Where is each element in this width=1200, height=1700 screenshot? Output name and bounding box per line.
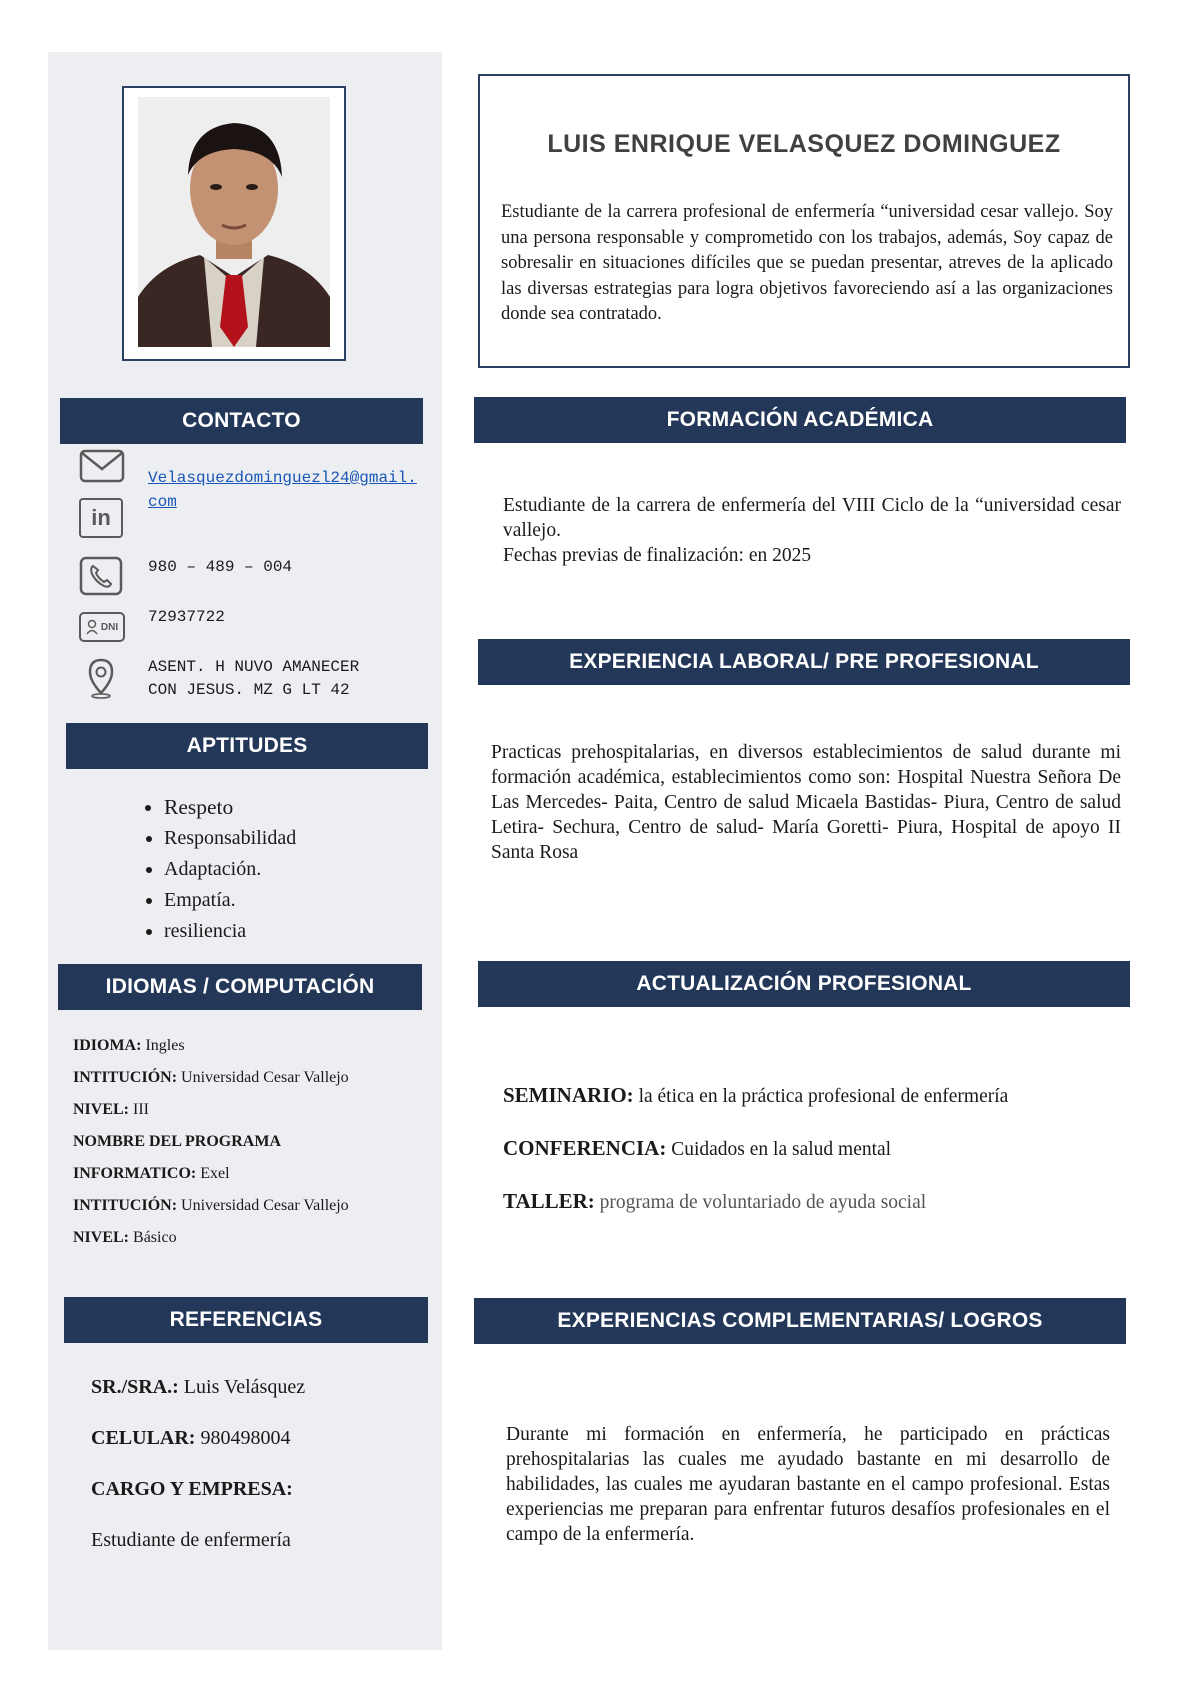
idiomas-label: INFORMATICO: [73, 1165, 197, 1182]
ref-cel-label: CELULAR: [91, 1427, 196, 1449]
idiomas-value: III [129, 1101, 149, 1118]
linkedin-icon[interactable]: in [79, 498, 123, 538]
profile-photo [138, 97, 330, 347]
idiomas-row [73, 1094, 349, 1126]
aptitudes-list [112, 792, 296, 947]
candidate-name: LUIS ENRIQUE VELASQUEZ DOMINGUEZ [547, 130, 1061, 158]
idiomas-row [73, 1030, 349, 1062]
idiomas-row [73, 1222, 349, 1254]
actualizacion-header: ACTUALIZACIÓN PROFESIONAL [478, 961, 1130, 1007]
ref-name-value: Luis Velásquez [178, 1376, 306, 1398]
profile-summary: Estudiante de la carrera profesional de enfermería “universidad cesar vallejo. Soy una persona responsable y comprometido con los trabajos, además, Soy capaz de sobresalir en situaciones difíciles que se puedan presentar, atreves de la aplicado las diversas estrategias para logra objetivos favoreciendo así a las organizaciones donde sea contratado. [501, 202, 1113, 325]
idiomas-row [73, 1126, 349, 1158]
seminario-value: la ética en la práctica profesional de enfermería [633, 1086, 1009, 1107]
idiomas-value: Exel [196, 1165, 230, 1182]
aptitude-item: • Adaptación. [164, 854, 296, 885]
dni-icon [79, 612, 125, 642]
idiomas-label: NOMBRE DEL PROGRAMA [73, 1133, 281, 1150]
ref-name-label: SR./SRA.: [91, 1376, 179, 1398]
taller-value: programa de voluntariado de ayuda social [594, 1192, 927, 1213]
referencias-block [91, 1372, 305, 1555]
conferencia-label: CONFERENCIA: [503, 1136, 667, 1160]
taller-label: TALLER: [503, 1189, 595, 1213]
location-pin-icon [84, 656, 118, 700]
address-line-1: ASENT. H NUVO AMANECER [148, 658, 360, 676]
idiomas-label: NIVEL: [73, 1101, 130, 1118]
contact-header: CONTACTO [60, 398, 423, 444]
conferencia-value: Cuidados en la salud mental [666, 1139, 892, 1160]
aptitude-item: • Respeto [164, 792, 296, 823]
aptitude-item: • resiliencia [164, 916, 296, 947]
phone-number: 980 – 489 – 004 [148, 558, 293, 576]
actualizacion-list [503, 1082, 1008, 1216]
idiomas-label: INTITUCIÓN: [73, 1069, 178, 1086]
complementarias-header: EXPERIENCIAS COMPLEMENTARIAS/ LOGROS [474, 1298, 1126, 1344]
formacion-text: Estudiante de la carrera de enfermería del VIII Ciclo de la “universidad cesar vallejo. [503, 495, 1121, 541]
aptitude-item: • Empatía. [164, 885, 296, 916]
experiencia-text: Practicas prehospitalarias, en diversos establecimientos de salud durante mi formación académica, establecimientos como son: Hospital Nuestra Señora De Las Mercedes- Paita, Centro de salud Micaela Bastidas- Piura, Centro de salud Letira- Sechura, Centro de salud- María Goretti- Piura, Hospital de apoyo II Santa Rosa [491, 742, 1121, 863]
idiomas-label: IDIOMA: [73, 1037, 142, 1054]
formacion-dates: Fechas previas de finalización: en 2025 [503, 545, 812, 566]
idiomas-value: Universidad Cesar Vallejo [177, 1069, 349, 1086]
formacion-block [503, 493, 1121, 568]
ref-cargo-value: Estudiante de enfermería [91, 1529, 291, 1551]
idiomas-list [73, 1030, 349, 1254]
referencias-header: REFERENCIAS [64, 1297, 428, 1343]
aptitude-item: • Responsabilidad [164, 823, 296, 854]
formacion-header: FORMACIÓN ACADÉMICA [474, 397, 1126, 443]
email-icon [78, 448, 126, 484]
idiomas-row [73, 1158, 349, 1190]
email-link[interactable]: Velasquezdominguezl24@gmail.com [148, 469, 417, 511]
ref-cargo-label: CARGO Y EMPRESA: [91, 1478, 293, 1500]
idiomas-label: NIVEL: [73, 1229, 130, 1246]
seminario-label: SEMINARIO: [503, 1083, 634, 1107]
address-line-2: CON JESUS. MZ G LT 42 [148, 681, 350, 699]
ref-cel-value: 980498004 [195, 1427, 291, 1449]
idiomas-row [73, 1190, 349, 1222]
idiomas-value: Ingles [141, 1037, 185, 1054]
dni-number: 72937722 [148, 608, 225, 626]
idiomas-label: INTITUCIÓN: [73, 1197, 178, 1214]
idiomas-value: Básico [129, 1229, 177, 1246]
aptitudes-header: APTITUDES [66, 723, 428, 769]
experiencia-header: EXPERIENCIA LABORAL/ PRE PROFESIONAL [478, 639, 1130, 685]
dni-badge-label: DNI [100, 621, 119, 633]
idiomas-value: Universidad Cesar Vallejo [177, 1197, 349, 1214]
phone-icon [79, 556, 123, 596]
idiomas-row [73, 1062, 349, 1094]
complementarias-text: Durante mi formación en enfermería, he participado en prácticas prehospitalarias las cuales me ayudado bastante en mi desarrollo de habilidades, las cuales me ayudaran bastante en el campo profesional. Estas experiencias me preparan para enfrentar futuros desafíos profesionales en el campo de la enfermería. [506, 1424, 1110, 1545]
idiomas-header: IDIOMAS / COMPUTACIÓN [58, 964, 422, 1010]
